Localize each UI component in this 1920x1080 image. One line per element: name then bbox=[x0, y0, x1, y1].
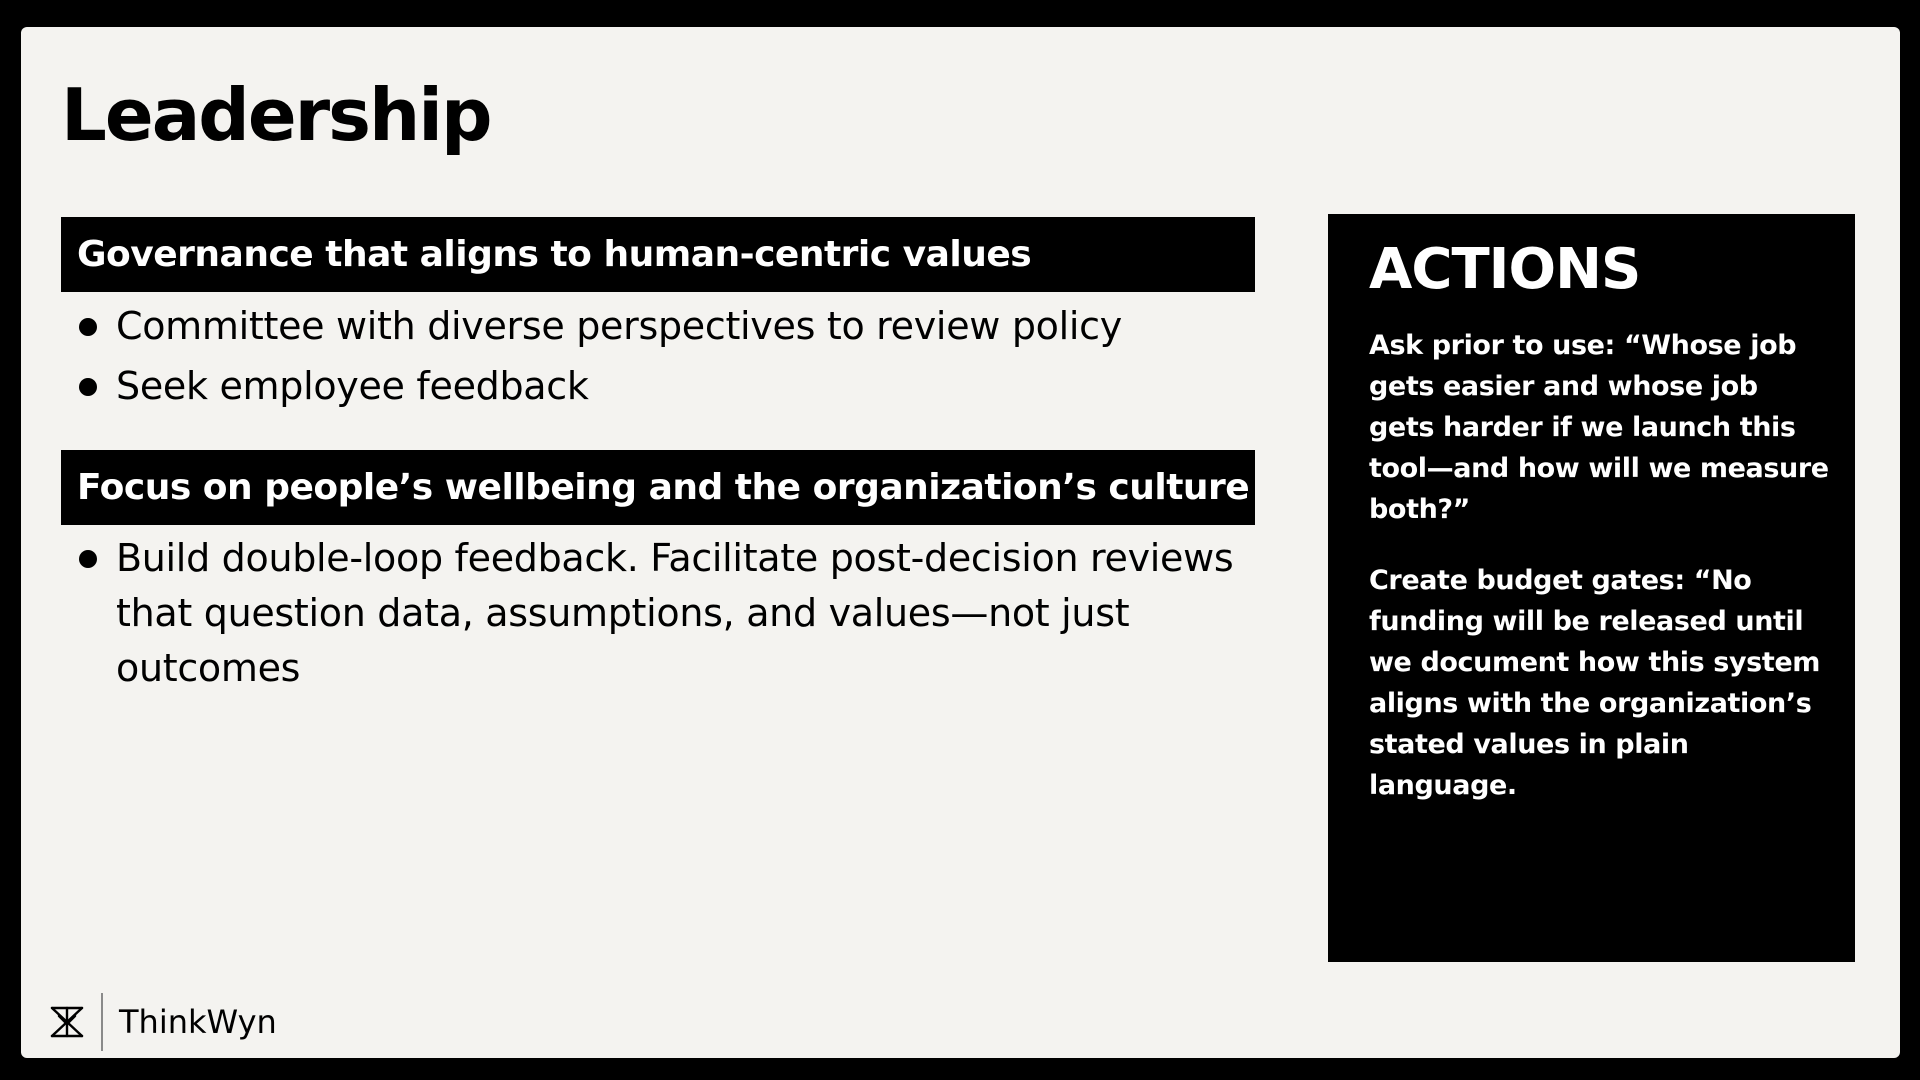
brand-name: ThinkWyn bbox=[119, 1003, 277, 1041]
list-item bbox=[71, 299, 1251, 354]
list-item-text: Seek employee feedback bbox=[116, 364, 589, 408]
slide-title: Leadership bbox=[61, 73, 491, 157]
bullet-icon bbox=[79, 550, 97, 568]
bullet-icon bbox=[79, 378, 97, 396]
actions-title: ACTIONS bbox=[1369, 237, 1641, 302]
action-item: Ask prior to use: “Whose job gets easier and whose job gets harder if we launch this tool—and how will we measure both?” bbox=[1369, 330, 1829, 526]
thinkwyn-logo-icon bbox=[49, 1004, 85, 1040]
footer bbox=[49, 992, 277, 1052]
list-item bbox=[71, 359, 1251, 414]
section-header-wellbeing: Focus on people’s wellbeing and the organization’s culture bbox=[61, 450, 1255, 525]
slide bbox=[21, 27, 1900, 1058]
actions-panel bbox=[1328, 214, 1855, 962]
bullet-list-governance bbox=[71, 299, 1251, 419]
action-item: Create budget gates: “No funding will be released until we document how this system aligns with the organization’s stated values in plain language. bbox=[1369, 565, 1820, 802]
list-item-text: Committee with diverse perspectives to review policy bbox=[116, 304, 1122, 348]
footer-divider bbox=[101, 993, 103, 1051]
list-item bbox=[71, 531, 1251, 696]
section-header-governance: Governance that aligns to human-centric values bbox=[61, 217, 1255, 292]
bullet-list-wellbeing bbox=[71, 531, 1251, 701]
list-item-text: Build double-loop feedback. Facilitate post-decision reviews that question data, assumptions, and values—not just outcomes bbox=[116, 536, 1234, 690]
bullet-icon bbox=[79, 318, 97, 336]
